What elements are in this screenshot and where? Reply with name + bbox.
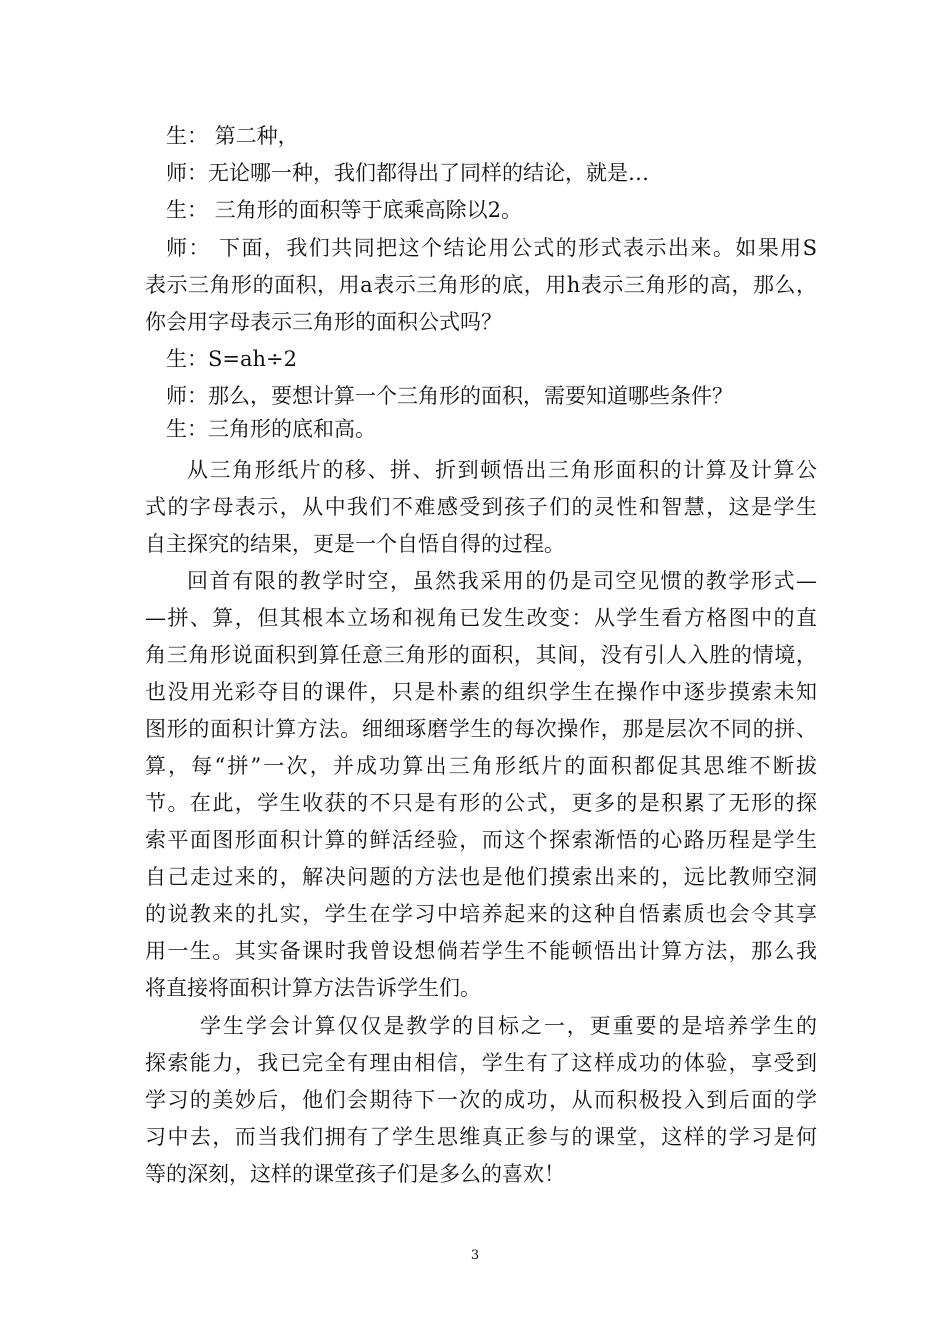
dialogue-line: 师： 下面，我们共同把这个结论用公式的形式表示出来。如果用S: [166, 236, 817, 260]
paragraph-line: 表示三角形的面积，用a表示三角形的底，用h表示三角形的高，那么，: [145, 273, 817, 297]
paragraph-line: 学生学会计算仅仅是教学的目标之一，更重要的是培养学生的: [200, 1014, 817, 1038]
paragraph-line: 用一生。其实备课时我曾设想倘若学生不能顿悟出计算方法，那么我: [145, 939, 817, 963]
paragraph-line: 也没用光彩夺目的课件，只是朴素的组织学生在操作中逐步摸索未知: [145, 680, 817, 704]
paragraph-line: 自己走过来的，解决问题的方法也是他们摸索出来的，远比教师空洞: [145, 865, 817, 889]
paragraph-line: 将直接将面积计算方法告诉学生们。: [145, 976, 481, 1000]
dialogue-line: 生：S=ah÷2: [166, 347, 297, 371]
paragraph-line: —拼、算，但其根本立场和视角已发生改变：从学生看方格图中的直: [145, 606, 817, 630]
paragraph-line: 的说教来的扎实，学生在学习中培养起来的这种自悟素质也会令其享: [145, 902, 817, 926]
paragraph-line: 学习的美妙后，他们会期待下一次的成功，从而积极投入到后面的学: [145, 1088, 817, 1112]
dialogue-line: 生： 第二种，: [166, 124, 299, 148]
paragraph-line: 回首有限的教学时空，虽然我采用的仍是司空见惯的教学形式—: [187, 569, 817, 593]
paragraph-line: 节。在此，学生收获的不只是有形的公式，更多的是积累了无形的探: [145, 791, 817, 815]
paragraph-line: 探索能力，我已完全有理由相信，学生有了这样成功的体验，享受到: [145, 1051, 817, 1075]
paragraph-line: 等的深刻，这样的课堂孩子们是多么的喜欢！: [145, 1162, 565, 1186]
paragraph-line: 算，每“拼”一次，并成功算出三角形纸片的面积都促其思维不断拔: [145, 754, 817, 778]
dialogue-line: 师：那么，要想计算一个三角形的面积，需要知道哪些条件？: [166, 384, 733, 408]
dialogue-line: 生： 三角形的面积等于底乘高除以2。: [166, 198, 523, 222]
paragraph-line: 从三角形纸片的移、拼、折到顿悟出三角形面积的计算及计算公: [187, 458, 817, 482]
paragraph-line: 角三角形说面积到算任意三角形的面积，其间，没有引人入胜的情境，: [145, 643, 817, 667]
paragraph-line: 式的字母表示，从中我们不难感受到孩子们的灵性和智慧，这是学生: [145, 495, 817, 519]
paragraph-line: 图形的面积计算方法。细细琢磨学生的每次操作，那是层次不同的拼、: [145, 717, 817, 741]
paragraph-line: 索平面图形面积计算的鲜活经验，而这个探索渐悟的心路历程是学生: [145, 828, 817, 852]
paragraph-line: 你会用字母表示三角形的面积公式吗？: [145, 310, 502, 334]
page-number: 3: [470, 1248, 480, 1263]
dialogue-line: 生：三角形的底和高。: [166, 417, 376, 441]
dialogue-line: 师：无论哪一种，我们都得出了同样的结论，就是…: [166, 161, 649, 185]
paragraph-line: 自主探究的结果，更是一个自悟自得的过程。: [145, 532, 565, 556]
paragraph-line: 习中去，而当我们拥有了学生思维真正参与的课堂，这样的学习是何: [145, 1125, 817, 1149]
